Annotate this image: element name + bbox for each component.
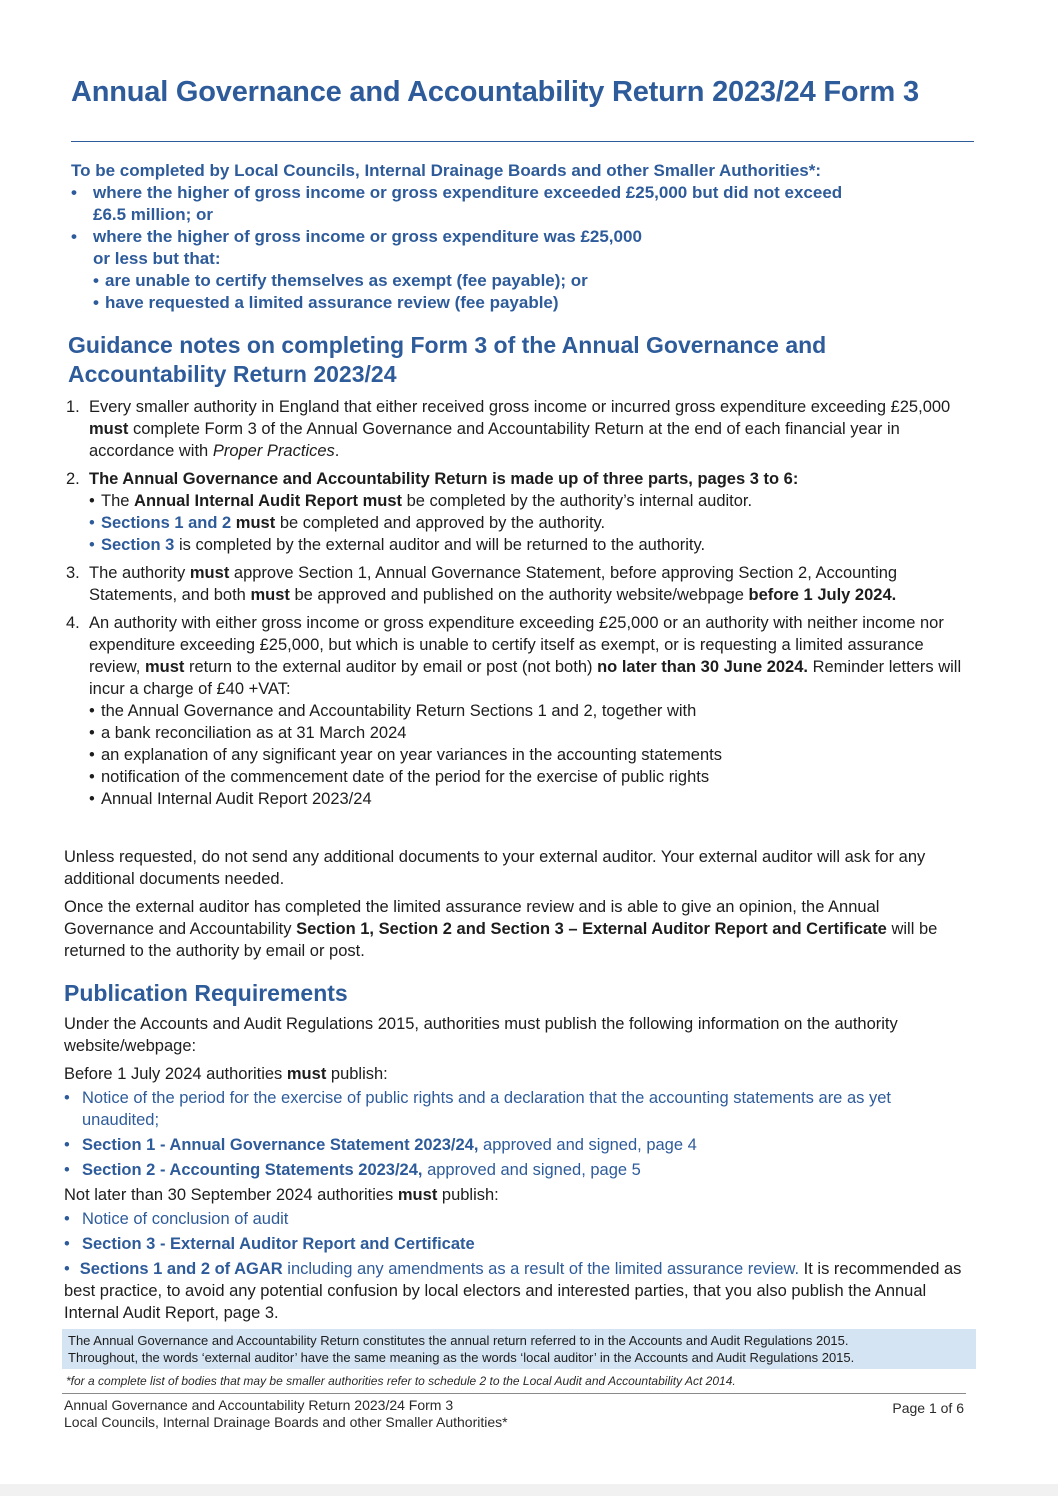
text-run: is completed by the external auditor and will be returned to the authority. — [174, 536, 706, 554]
text-run: Once the external auditor has completed the limited assurance review and is able to give an opinion, the Annual Governance and Accountability — [64, 898, 880, 938]
bullet-icon: • — [64, 1260, 70, 1278]
item-number: 1. — [66, 398, 80, 416]
publication-intro: Under the Accounts and Audit Regulations 2015, authorities must publish the following information on the authority website/webpage: — [64, 1015, 898, 1055]
guidance-sub-bullet — [89, 534, 966, 556]
text-run: Every smaller authority in England that either received gross income or incurred gross expenditure exceeding £25,000 — [89, 398, 951, 416]
text-run-bold-blue: Section 3 — [101, 536, 175, 554]
guidance-sub-bullet — [89, 490, 966, 512]
note-line: The Annual Governance and Accountability Return constitutes the annual return referred to in the Accounts and Audit Regulations 2015. — [68, 1333, 849, 1348]
text-run-bold-blue: Sections 1 and 2 of AGAR — [79, 1260, 283, 1278]
text-run: It is recommended as best practice, to avoid any potential confusion by local electors and interested parties, that you also publish the Annual Internal Audit Report, page 3. — [64, 1260, 962, 1322]
text-run-bold-blue: Section 3 - External Auditor Report and Certificate — [82, 1235, 475, 1253]
footer-divider — [62, 1393, 966, 1394]
guidance-item-4 — [66, 612, 966, 810]
publication-bullet — [64, 1159, 964, 1181]
text-run: The authority — [89, 564, 190, 582]
text-run: Before 1 July 2024 authorities — [64, 1065, 287, 1083]
text-run-bold: before 1 July 2024. — [748, 586, 897, 604]
text-run-bold: must — [250, 586, 290, 604]
text-run-blue: including any amendments as a result of the limited assurance review. — [282, 1260, 800, 1278]
bullet-icon: • — [64, 1089, 70, 1107]
publication-bullet — [64, 1208, 964, 1230]
bullet-icon: • — [64, 1235, 70, 1253]
intro-section — [71, 160, 991, 314]
publication-later-line — [64, 1184, 964, 1206]
text-run: return to the external auditor by email or post (not both) — [184, 658, 598, 676]
guidance-paragraphs — [64, 846, 964, 968]
intro-bullet — [71, 182, 991, 226]
footer-line: Annual Governance and Accountability Return 2023/24 Form 3 — [64, 1397, 454, 1413]
bullet-icon: • — [89, 492, 95, 510]
text-run-bold-blue: Section 2 - Accounting Statements 2023/24, — [82, 1161, 423, 1179]
intro-heading: To be completed by Local Councils, Internal Drainage Boards and other Smaller Authorities*: — [71, 161, 822, 180]
publication-bullet — [64, 1233, 964, 1255]
guidance-sub-bullet — [89, 700, 966, 722]
item-number: 4. — [66, 614, 80, 632]
publication-bullet — [64, 1134, 964, 1156]
item-number: 2. — [66, 470, 80, 488]
text-run-italic: Proper Practices — [212, 442, 335, 460]
guidance-sub-bullet — [89, 722, 966, 744]
bullet-icon: • — [64, 1161, 70, 1179]
footer-line: Local Councils, Internal Drainage Boards and other Smaller Authorities* — [64, 1414, 508, 1430]
text-run: a bank reconciliation as at 31 March 2024 — [101, 724, 407, 742]
item-number: 3. — [66, 564, 80, 582]
intro-bullet-line: or less but that: — [93, 249, 221, 268]
text-run-bold: must — [189, 564, 230, 582]
publication-before-line — [64, 1063, 964, 1085]
text-run-blue: Notice of conclusion of audit — [82, 1210, 289, 1228]
bullet-icon: • — [71, 183, 77, 202]
text-run-bold: no later than 30 June 2024. — [597, 658, 808, 676]
guidance-item-2 — [66, 468, 966, 556]
guidance-sub-bullet — [89, 788, 966, 810]
text-run: be completed by the authority’s internal auditor. — [402, 492, 753, 510]
bullet-icon: • — [93, 293, 99, 312]
text-run-bold: The Annual Governance and Accountability Return is made up of three parts, pages 3 to 6: — [89, 470, 799, 488]
bullet-icon: • — [89, 768, 95, 786]
bullet-icon: • — [89, 790, 95, 808]
text-run: be completed and approved by the authority. — [275, 514, 606, 532]
guidance-paragraph — [64, 896, 964, 962]
text-run-bold: must — [231, 514, 276, 532]
text-run: be approved and published on the authority website/webpage — [289, 586, 749, 604]
text-run-bold-blue: Sections 1 and 2 — [101, 514, 232, 532]
text-run-bold-blue: Section 1 - Annual Governance Statement 2023/24, — [82, 1136, 479, 1154]
text-run-bold: must — [397, 1186, 438, 1204]
guidance-sub-bullet — [89, 744, 966, 766]
intro-sub-bullet — [71, 270, 991, 292]
text-run: An authority with either gross income or gross expenditure exceeding £25,000 or an authority with neither income nor expenditure exceeding £25,000, but which is unable to certify itself as exempt, or is requesting a limited assurance review, — [89, 614, 944, 676]
footnote: *for a complete list of bodies that may be smaller authorities refer to schedule 2 to the Local Audit and Accountability Act 2014. — [66, 1374, 736, 1388]
intro-bullet-line: where the higher of gross income or gross expenditure exceeded £25,000 but did not exceed — [93, 183, 843, 202]
bullet-icon: • — [89, 724, 95, 742]
intro-bullet — [71, 226, 991, 270]
text-run: publish: — [437, 1186, 499, 1204]
guidance-heading-line: Accountability Return 2023/24 — [68, 361, 397, 387]
guidance-heading-line: Guidance notes on completing Form 3 of the Annual Governance and — [68, 332, 827, 358]
guidance-sub-bullet — [89, 512, 966, 534]
page-title: Annual Governance and Accountability Return 2023/24 Form 3 — [71, 76, 919, 108]
text-run-blue: approved and signed, page 5 — [422, 1161, 641, 1179]
text-run: Reminder letters will incur a charge of £40 +VAT: — [89, 658, 962, 698]
text-run: approve Section 1, Annual Governance Statement, before approving Section 2, Accounting Statements, and both — [89, 564, 898, 604]
intro-bullet-line: £6.5 million; or — [93, 205, 213, 224]
bullet-icon: • — [89, 536, 95, 554]
intro-sub-text: have requested a limited assurance review (fee payable) — [105, 293, 559, 312]
publication-heading: Publication Requirements — [64, 980, 348, 1006]
text-run-bold: Annual Internal Audit Report must — [134, 492, 403, 510]
publication-final-bullet — [64, 1258, 964, 1324]
text-run: Not later than 30 September 2024 authorities — [64, 1186, 398, 1204]
text-run: the Annual Governance and Accountability Return Sections 1 and 2, together with — [101, 702, 697, 720]
intro-sub-text: are unable to certify themselves as exempt (fee payable); or — [105, 271, 588, 290]
title-divider — [71, 141, 974, 142]
page-number: Page 1 of 6 — [892, 1400, 964, 1416]
bullet-icon: • — [89, 702, 95, 720]
text-run: notification of the commencement date of the period for the exercise of public rights — [101, 768, 710, 786]
guidance-heading — [68, 331, 968, 389]
intro-bullet-line: where the higher of gross income or gross expenditure was £25,000 — [93, 227, 642, 246]
intro-sub-bullet — [71, 292, 991, 314]
text-run-blue: approved and signed, page 4 — [478, 1136, 697, 1154]
guidance-paragraph: Unless requested, do not send any additional documents to your external auditor. Your external auditor will ask for any additional documents needed. — [64, 848, 926, 888]
publication-bullet — [64, 1087, 964, 1131]
text-run: The — [101, 492, 135, 510]
bullet-icon: • — [93, 271, 99, 290]
publication-body — [64, 1013, 964, 1324]
guidance-sub-bullet — [89, 766, 966, 788]
text-run-bold: Section 1, Section 2 and Section 3 – External Auditor Report and Certificate — [296, 920, 887, 938]
text-run-bold: must — [286, 1065, 327, 1083]
regulations-note-box — [62, 1329, 976, 1369]
text-run: an explanation of any significant year on year variances in the accounting statements — [101, 746, 722, 764]
text-run-bold: must — [89, 420, 129, 438]
bullet-icon: • — [89, 514, 95, 532]
bullet-icon: • — [64, 1210, 70, 1228]
text-run-blue: Notice of the period for the exercise of public rights and a declaration that the accounting statements are as yet unaudited; — [82, 1089, 891, 1129]
text-run: publish: — [326, 1065, 388, 1083]
bullet-icon: • — [64, 1136, 70, 1154]
bullet-icon: • — [89, 746, 95, 764]
scan-edge — [0, 1484, 1058, 1496]
text-run: Annual Internal Audit Report 2023/24 — [101, 790, 372, 808]
bullet-icon: • — [71, 227, 77, 246]
text-run-bold: must — [144, 658, 185, 676]
guidance-body — [66, 396, 966, 816]
guidance-item-3 — [66, 562, 966, 606]
text-run: will be returned to the authority by email or post. — [64, 920, 938, 960]
text-run: . — [334, 442, 340, 460]
guidance-item-1 — [66, 396, 966, 462]
text-run: complete Form 3 of the Annual Governance and Accountability Return at the end of each financial year in accordance with — [89, 420, 900, 460]
footer-document-info — [64, 1397, 764, 1431]
note-line: Throughout, the words ‘external auditor’ have the same meaning as the words ‘local auditor’ in the Accounts and Audit Regulations 2015. — [68, 1350, 855, 1365]
